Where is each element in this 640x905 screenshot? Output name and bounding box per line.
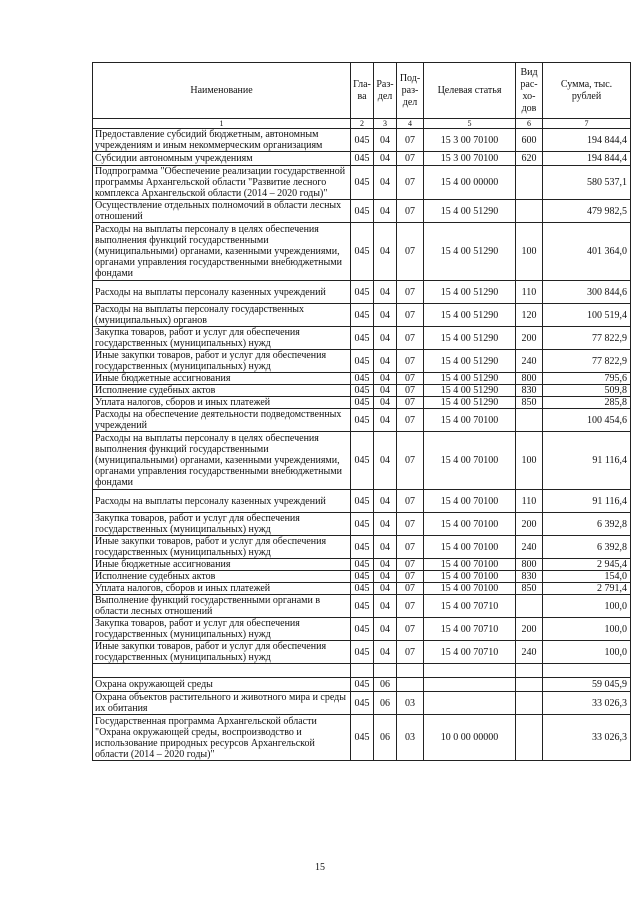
table-row [93,559,631,571]
row-target [424,692,516,715]
table-row [93,432,631,490]
row-razdel: 04 [374,490,397,513]
row-razdel: 06 [374,678,397,692]
row-podrazdel: 07 [397,641,424,664]
row-sum: 401 364,0 [543,223,631,281]
row-glava: 045 [351,692,374,715]
row-razdel: 04 [374,166,397,200]
row-name: Расходы на выплаты персоналу в целях обеспечения выполнения функций государственными (муниципальными) органами, казенными учреждениями, органами управления государственными внебюджетными фондами [93,223,351,281]
row-razdel: 04 [374,559,397,571]
row-sum: 91 116,4 [543,490,631,513]
row-name: Уплата налогов, сборов и иных платежей [93,397,351,409]
row-target: 15 4 00 70100 [424,513,516,536]
row-glava: 045 [351,490,374,513]
row-sum [543,664,631,678]
row-vid: 800 [516,373,543,385]
table-row [93,664,631,678]
row-target: 15 4 00 70710 [424,618,516,641]
column-number: 4 [397,119,424,129]
row-sum: 6 392,8 [543,513,631,536]
row-target: 15 4 00 70100 [424,583,516,595]
row-podrazdel: 07 [397,373,424,385]
row-razdel: 04 [374,327,397,350]
row-sum: 285,8 [543,397,631,409]
row-glava: 045 [351,129,374,152]
row-podrazdel: 07 [397,223,424,281]
table-row [93,536,631,559]
row-glava: 045 [351,513,374,536]
row-razdel: 04 [374,304,397,327]
row-razdel [374,664,397,678]
table-row [93,129,631,152]
table-row [93,281,631,304]
row-vid: 800 [516,559,543,571]
row-target: 15 4 00 70100 [424,571,516,583]
row-glava: 045 [351,559,374,571]
row-razdel: 04 [374,129,397,152]
row-name: Субсидии автономным учреждениям [93,152,351,166]
row-podrazdel: 07 [397,152,424,166]
row-vid: 100 [516,432,543,490]
row-podrazdel: 07 [397,571,424,583]
row-podrazdel: 07 [397,327,424,350]
row-sum: 194 844,4 [543,152,631,166]
row-razdel: 04 [374,350,397,373]
column-number: 5 [424,119,516,129]
column-number: 1 [93,119,351,129]
row-vid: 830 [516,571,543,583]
row-name: Иные закупки товаров, работ и услуг для обеспечения государственных (муниципальных) нужд [93,641,351,664]
row-glava: 045 [351,397,374,409]
row-vid: 120 [516,304,543,327]
row-name: Подпрограмма "Обеспечение реализации государственной программы Архангельской области "Развитие лесного комплекса Архангельской области (2014 – 2020 годы)" [93,166,351,200]
table-row [93,373,631,385]
row-name: Осуществление отдельных полномочий в области лесных отношений [93,200,351,223]
row-target: 15 4 00 51290 [424,327,516,350]
row-target: 15 4 00 00000 [424,166,516,200]
row-target [424,678,516,692]
row-podrazdel: 07 [397,559,424,571]
row-target: 15 4 00 70100 [424,432,516,490]
row-glava: 045 [351,373,374,385]
column-number: 2 [351,119,374,129]
row-target [424,664,516,678]
row-podrazdel: 07 [397,350,424,373]
row-razdel: 04 [374,373,397,385]
row-podrazdel: 07 [397,200,424,223]
row-sum: 100,0 [543,618,631,641]
column-number: 3 [374,119,397,129]
row-sum: 59 045,9 [543,678,631,692]
row-razdel: 04 [374,397,397,409]
row-podrazdel: 07 [397,490,424,513]
budget-table [92,62,631,761]
row-glava: 045 [351,678,374,692]
row-podrazdel [397,664,424,678]
row-sum: 580 537,1 [543,166,631,200]
header-podrazdel: Под-раз-дел [397,63,424,119]
row-target: 15 3 00 70100 [424,129,516,152]
row-vid [516,678,543,692]
row-razdel: 04 [374,432,397,490]
row-name: Закупка товаров, работ и услуг для обеспечения государственных (муниципальных) нужд [93,327,351,350]
row-name: Расходы на выплаты персоналу в целях обеспечения выполнения функций государственными (муниципальными) органами, казенными учреждениями, органами управления государственными внебюджетными фондами [93,432,351,490]
row-target: 15 4 00 51290 [424,223,516,281]
row-name: Иные бюджетные ассигнования [93,373,351,385]
row-glava: 045 [351,595,374,618]
row-razdel: 04 [374,536,397,559]
row-vid: 110 [516,281,543,304]
row-sum: 100 454,6 [543,409,631,432]
row-glava: 045 [351,200,374,223]
row-vid: 200 [516,618,543,641]
row-sum: 154,0 [543,571,631,583]
header-glava: Гла-ва [351,63,374,119]
row-vid: 110 [516,490,543,513]
row-name: Предоставление субсидий бюджетным, автономным учреждениям и иным некоммерческим организациям [93,129,351,152]
row-name: Исполнение судебных актов [93,385,351,397]
table-row [93,692,631,715]
table-row [93,678,631,692]
table-row [93,490,631,513]
row-vid: 240 [516,350,543,373]
row-glava: 045 [351,166,374,200]
row-podrazdel: 07 [397,304,424,327]
row-sum: 479 982,5 [543,200,631,223]
row-sum: 509,8 [543,385,631,397]
row-name: Исполнение судебных актов [93,571,351,583]
row-razdel: 04 [374,223,397,281]
row-name [93,664,351,678]
row-target: 15 4 00 70100 [424,409,516,432]
row-target: 15 4 00 51290 [424,397,516,409]
row-name: Закупка товаров, работ и услуг для обеспечения государственных (муниципальных) нужд [93,513,351,536]
table-row [93,618,631,641]
row-razdel: 04 [374,583,397,595]
row-glava: 045 [351,281,374,304]
row-podrazdel: 07 [397,618,424,641]
row-glava: 045 [351,571,374,583]
row-podrazdel: 03 [397,715,424,761]
table-row [93,409,631,432]
row-glava: 045 [351,350,374,373]
row-name: Иные закупки товаров, работ и услуг для обеспечения государственных (муниципальных) нужд [93,350,351,373]
row-name: Уплата налогов, сборов и иных платежей [93,583,351,595]
row-sum: 2 945,4 [543,559,631,571]
row-razdel: 04 [374,152,397,166]
row-glava: 045 [351,432,374,490]
row-podrazdel: 07 [397,166,424,200]
row-vid: 600 [516,129,543,152]
row-glava: 045 [351,152,374,166]
row-razdel: 04 [374,571,397,583]
row-sum: 6 392,8 [543,536,631,559]
row-name: Расходы на выплаты персоналу казенных учреждений [93,281,351,304]
header-sum: Сумма, тыс. рублей [543,63,631,119]
row-razdel: 04 [374,595,397,618]
row-razdel: 06 [374,715,397,761]
row-podrazdel: 07 [397,513,424,536]
row-name: Охрана окружающей среды [93,678,351,692]
row-vid: 850 [516,397,543,409]
row-target: 15 4 00 70100 [424,536,516,559]
row-sum: 100,0 [543,595,631,618]
table-row [93,350,631,373]
row-vid: 240 [516,536,543,559]
row-name: Иные бюджетные ассигнования [93,559,351,571]
table-row [93,641,631,664]
row-razdel: 04 [374,513,397,536]
row-vid: 240 [516,641,543,664]
row-vid: 620 [516,152,543,166]
table-row [93,385,631,397]
row-sum: 194 844,4 [543,129,631,152]
row-sum: 77 822,9 [543,327,631,350]
row-target: 15 3 00 70100 [424,152,516,166]
column-number: 6 [516,119,543,129]
header-vid: Вид рас-хо-дов [516,63,543,119]
row-sum: 77 822,9 [543,350,631,373]
row-podrazdel: 07 [397,432,424,490]
row-podrazdel: 03 [397,692,424,715]
row-podrazdel: 07 [397,129,424,152]
row-glava: 045 [351,583,374,595]
row-sum: 100 519,4 [543,304,631,327]
row-sum: 91 116,4 [543,432,631,490]
table-row [93,327,631,350]
table-row [93,166,631,200]
table-header-row [93,63,631,119]
column-number-row [93,119,631,129]
row-target: 15 4 00 70710 [424,595,516,618]
table-row [93,223,631,281]
row-vid [516,166,543,200]
row-target: 15 4 00 51290 [424,200,516,223]
row-razdel: 04 [374,200,397,223]
row-vid [516,409,543,432]
row-target: 15 4 00 51290 [424,385,516,397]
row-vid [516,664,543,678]
row-vid: 200 [516,513,543,536]
table-body [93,129,631,761]
table-row [93,152,631,166]
row-glava: 045 [351,409,374,432]
row-podrazdel: 07 [397,281,424,304]
row-sum: 795,6 [543,373,631,385]
table-row [93,513,631,536]
row-glava: 045 [351,715,374,761]
column-number: 7 [543,119,631,129]
row-target: 15 4 00 70710 [424,641,516,664]
row-podrazdel [397,678,424,692]
row-podrazdel: 07 [397,409,424,432]
row-vid: 200 [516,327,543,350]
table-row [93,304,631,327]
row-podrazdel: 07 [397,385,424,397]
row-name: Государственная программа Архангельской области "Охрана окружающей среды, воспроизводство и использование природных ресурсов Архангельской области (2014 – 2020 годы)" [93,715,351,761]
row-podrazdel: 07 [397,397,424,409]
row-name: Выполнение функций государственными органами в области лесных отношений [93,595,351,618]
row-target: 15 4 00 51290 [424,281,516,304]
row-vid: 850 [516,583,543,595]
row-target: 15 4 00 70100 [424,490,516,513]
row-razdel: 04 [374,281,397,304]
row-razdel: 06 [374,692,397,715]
row-glava: 045 [351,304,374,327]
header-razdel: Раз-дел [374,63,397,119]
row-glava: 045 [351,641,374,664]
row-vid [516,692,543,715]
row-vid [516,595,543,618]
table-row [93,583,631,595]
row-target: 15 4 00 51290 [424,373,516,385]
row-name: Расходы на обеспечение деятельности подведомственных учреждений [93,409,351,432]
row-target: 15 4 00 51290 [424,304,516,327]
row-vid: 100 [516,223,543,281]
row-name: Охрана объектов растительного и животного мира и среды их обитания [93,692,351,715]
row-glava: 045 [351,327,374,350]
row-vid [516,200,543,223]
table-row [93,595,631,618]
row-vid: 830 [516,385,543,397]
row-name: Расходы на выплаты персоналу казенных учреждений [93,490,351,513]
row-podrazdel: 07 [397,536,424,559]
row-podrazdel: 07 [397,595,424,618]
row-sum: 300 844,6 [543,281,631,304]
header-target: Целевая статья [424,63,516,119]
table-row [93,397,631,409]
row-glava: 045 [351,618,374,641]
row-glava: 045 [351,223,374,281]
row-razdel: 04 [374,409,397,432]
row-glava [351,664,374,678]
row-glava: 045 [351,385,374,397]
row-sum: 2 791,4 [543,583,631,595]
row-sum: 33 026,3 [543,715,631,761]
page-number: 15 [315,862,325,873]
row-name: Закупка товаров, работ и услуг для обеспечения государственных (муниципальных) нужд [93,618,351,641]
table-row [93,715,631,761]
row-name: Иные закупки товаров, работ и услуг для обеспечения государственных (муниципальных) нужд [93,536,351,559]
row-name: Расходы на выплаты персоналу государственных (муниципальных) органов [93,304,351,327]
header-name: Наименование [93,63,351,119]
row-vid [516,715,543,761]
table-row [93,200,631,223]
row-razdel: 04 [374,641,397,664]
row-target: 15 4 00 51290 [424,350,516,373]
row-sum: 33 026,3 [543,692,631,715]
row-glava: 045 [351,536,374,559]
row-target: 15 4 00 70100 [424,559,516,571]
budget-table-container [92,62,630,761]
table-row [93,571,631,583]
row-razdel: 04 [374,618,397,641]
row-sum: 100,0 [543,641,631,664]
row-target: 10 0 00 00000 [424,715,516,761]
row-razdel: 04 [374,385,397,397]
row-podrazdel: 07 [397,583,424,595]
